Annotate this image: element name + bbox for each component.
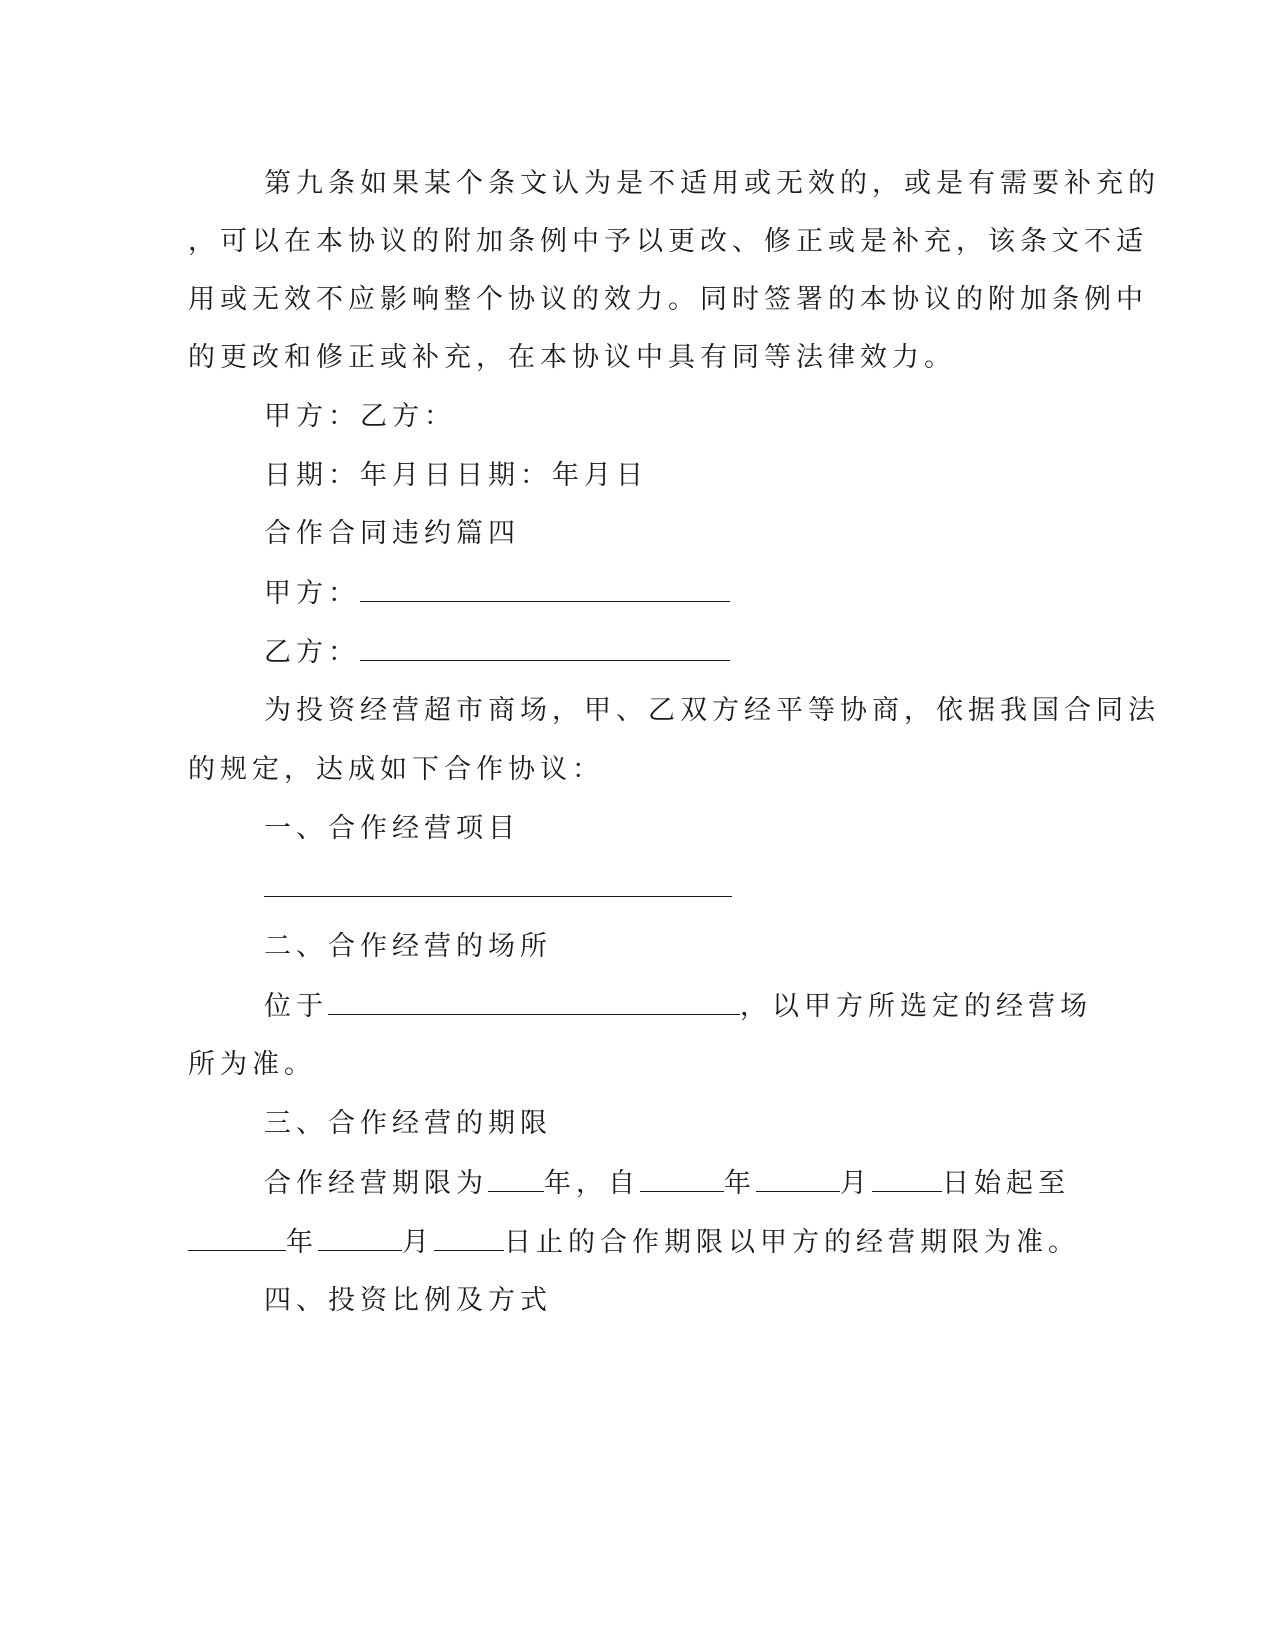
end-year-blank (188, 1224, 286, 1251)
term2-text-b: 月 (402, 1227, 434, 1258)
party-a-blank (360, 575, 730, 602)
item-2-title: 二、合作经营的场所 (264, 931, 552, 962)
intro-line-1: 为投资经营超市商场，甲、乙双方经平等协商，依据我国合同法 (264, 695, 1160, 726)
intro-line-2: 的规定，达成如下合作协议： (188, 754, 604, 785)
term-years-blank (488, 1165, 544, 1192)
start-month-blank (756, 1165, 840, 1192)
item-1-blank (264, 870, 732, 897)
parties-signature-line: 甲方：乙方： (264, 401, 456, 432)
article-9-line-4: 的更改和修正或补充，在本协议中具有同等法律效力。 (188, 342, 956, 373)
item-3-title: 三、合作经营的期限 (264, 1108, 552, 1139)
item-1-title: 一、合作经营项目 (264, 813, 520, 844)
end-day-blank (434, 1224, 504, 1251)
term-text-c: 年 (724, 1168, 756, 1199)
term-text-b: 年，自 (544, 1168, 640, 1199)
term-text-e: 日始起至 (942, 1168, 1070, 1199)
location-line-2: 所为准。 (188, 1049, 316, 1080)
term-text-a: 合作经营期限为 (264, 1168, 488, 1199)
term-text-d: 月 (840, 1168, 872, 1199)
term2-text-c: 日止的合作期限以甲方的经营期限为准。 (504, 1227, 1080, 1258)
term-row-1 (264, 1165, 1070, 1202)
location-prefix: 位于 (264, 991, 328, 1022)
location-row (264, 988, 1092, 1025)
article-9-line-3: 用或无效不应影响整个协议的效力。同时签署的本协议的附加条例中 (188, 284, 1148, 315)
item-4-title: 四、投资比例及方式 (264, 1285, 552, 1316)
party-b-row (264, 634, 730, 671)
location-suffix: ，以甲方所选定的经营场 (740, 991, 1092, 1022)
end-month-blank (318, 1224, 402, 1251)
party-b-blank (360, 634, 730, 661)
start-day-blank (872, 1165, 942, 1192)
term-row-2 (188, 1224, 1080, 1261)
party-b-label: 乙方： (264, 637, 360, 668)
location-blank (328, 988, 740, 1015)
party-a-row (264, 575, 730, 612)
article-9-line-2: ，可以在本协议的附加条例中予以更改、修正或是补充，该条文不适 (188, 226, 1148, 257)
article-9-line-1: 第九条如果某个条文认为是不适用或无效的，或是有需要补充的 (264, 168, 1160, 199)
party-a-label: 甲方： (264, 578, 360, 609)
section-title: 合作合同违约篇四 (264, 518, 520, 549)
term2-text-a: 年 (286, 1227, 318, 1258)
start-year-blank (640, 1165, 724, 1192)
item-1-blank-row (264, 870, 732, 907)
dates-signature-line: 日期：年月日日期：年月日 (264, 460, 648, 491)
